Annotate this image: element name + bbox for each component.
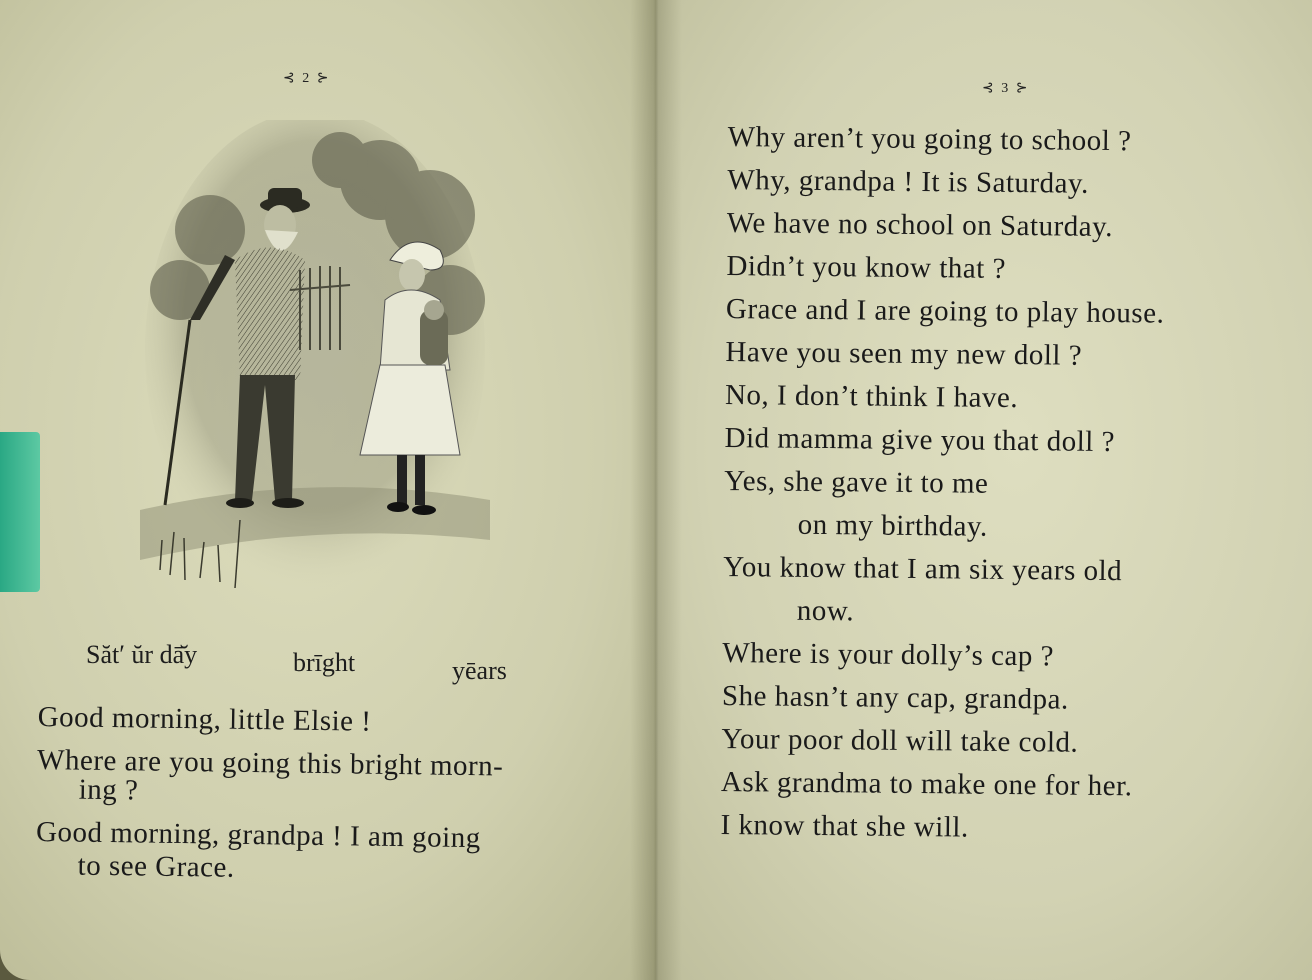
text-line: Grace and I are going to play house. (725, 292, 1165, 330)
text-line: on my birthday. (797, 508, 988, 543)
text-line: Where are you going this bright morn- (36, 743, 504, 783)
book-gutter (630, 0, 682, 980)
vocab-word-3: yēars (452, 656, 507, 685)
text-line: Didn’t you know that ? (726, 249, 1007, 285)
page-ornament-icon: ⊱ (316, 71, 331, 86)
text-line: ing ? (78, 773, 139, 807)
left-page-text (35, 696, 504, 893)
text-line: No, I don’t think I have. (724, 378, 1019, 415)
page-number-value: 3 (1001, 81, 1011, 96)
page-number-right (982, 80, 1029, 97)
page-ornament-icon: ⊰ (283, 71, 297, 86)
vocab-word-1: Săt′ ŭr dā̆y (86, 640, 198, 669)
text-line: now. (796, 594, 855, 628)
right-page-text (720, 116, 1166, 852)
text-line: Yes, she gave it to me (724, 464, 989, 500)
text-line: You know that I am six years old (723, 550, 1123, 588)
text-line: We have no school on Saturday. (726, 206, 1114, 244)
text-line: Have you seen my new doll ? (725, 335, 1083, 372)
text-line: I know that she will. (720, 808, 969, 844)
text-line: Why aren’t you going to school ? (727, 120, 1132, 158)
text-line: Where is your dolly’s cap ? (722, 636, 1055, 673)
text-line: Your poor doll will take cold. (721, 722, 1079, 759)
green-bookmark-tab (0, 432, 40, 592)
right-page (656, 0, 1312, 980)
vocab-word-2: brīght (293, 648, 356, 677)
text-line: Ask grandma to make one for her. (720, 765, 1133, 803)
page-number-left (283, 70, 330, 87)
page-ornament-icon: ⊰ (982, 81, 996, 96)
page-number-value: 2 (302, 71, 312, 86)
grandfather-and-girl-illustration (140, 120, 490, 600)
text-line: She hasn’t any cap, grandpa. (721, 679, 1069, 716)
text-line: Did mamma give you that doll ? (724, 421, 1116, 459)
page-ornament-icon: ⊱ (1015, 81, 1030, 96)
text-line: Why, grandpa ! It is Saturday. (727, 163, 1090, 200)
text-line: to see Grace. (77, 849, 235, 884)
text-line: Good morning, little Elsie ! (37, 700, 372, 738)
text-line: Good morning, grandpa ! I am going (35, 815, 481, 855)
